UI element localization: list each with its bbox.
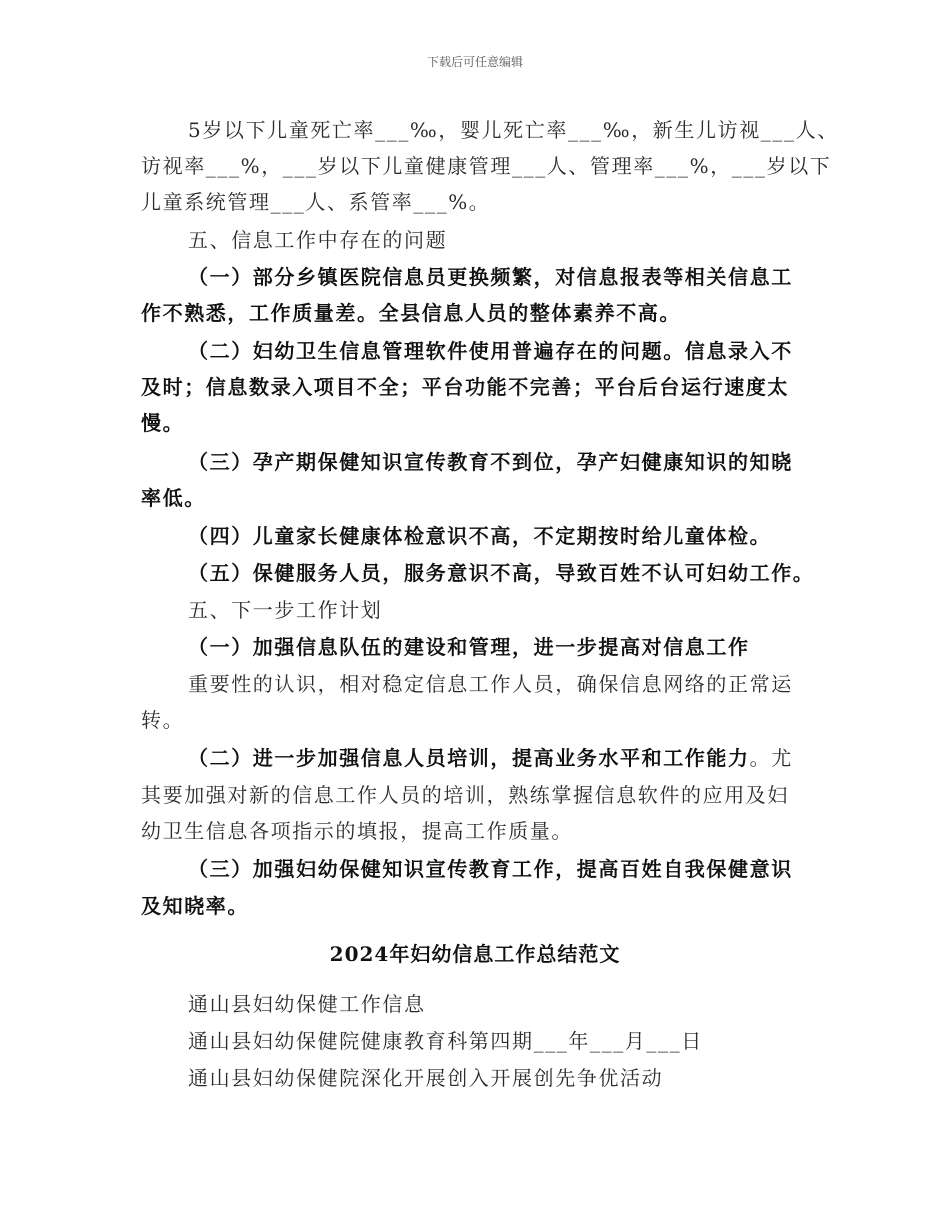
text-line: （四）儿童家长健康体检意识不高，不定期按时给儿童体检。 xyxy=(188,524,772,548)
text-line: 通山县妇幼保健工作信息 xyxy=(188,992,426,1016)
text-line: 访视率___%，___岁以下儿童健康管理___人、管理率___%，___岁以下 xyxy=(141,154,832,178)
text-line: 转。 xyxy=(141,708,185,732)
text-line-normal-part: 。尤 xyxy=(749,746,793,770)
text-line: 率低。 xyxy=(141,486,206,510)
text-line xyxy=(188,745,793,771)
section-heading: 五、下一步工作计划 xyxy=(188,598,383,622)
text-line-bold-part: （二）进一步加强信息人员培训，提高业务水平和工作能力 xyxy=(188,746,750,770)
page-header: 下载后可任意编辑 xyxy=(426,55,523,69)
text-line: 5岁以下儿童死亡率___‰，婴儿死亡率___‰，新生儿访视___人、 xyxy=(188,118,839,142)
text-line: 幼卫生信息各项指示的填报，提高工作质量。 xyxy=(141,819,573,843)
section-heading: 五、信息工作中存在的问题 xyxy=(188,228,448,252)
text-line: 及知晓率。 xyxy=(141,894,249,918)
text-line: 其要加强对新的信息工作人员的培训，熟练掌握信息软件的应用及妇 xyxy=(141,783,789,807)
text-line: 慢。 xyxy=(141,411,185,435)
text-line: （三）加强妇幼保健知识宣传教育工作，提高百姓自我保健意识 xyxy=(188,857,793,881)
text-line: （二）妇幼卫生信息管理软件使用普遍存在的问题。信息录入不 xyxy=(188,339,793,363)
text-line: 通山县妇幼保健院健康教育科第四期___年___月___日 xyxy=(188,1029,703,1053)
text-line: （一）部分乡镇医院信息员更换频繁，对信息报表等相关信息工 xyxy=(188,265,793,289)
document-title: 2024年妇幼信息工作总结范文 xyxy=(329,942,621,966)
text-line: 通山县妇幼保健院深化开展创入开展创先争优活动 xyxy=(188,1066,664,1090)
text-line: （三）孕产期保健知识宣传教育不到位，孕产妇健康知识的知晓 xyxy=(188,450,793,474)
text-line: 及时；信息数录入项目不全；平台功能不完善；平台后台运行速度太 xyxy=(141,375,789,399)
text-line: 重要性的认识，相对稳定信息工作人员，确保信息网络的正常运 xyxy=(188,672,793,696)
text-line: （一）加强信息队伍的建设和管理，进一步提高对信息工作 xyxy=(188,635,750,659)
text-line: 作不熟悉，工作质量差。全县信息人员的整体素养不高。 xyxy=(141,301,681,325)
text-line: 儿童系统管理___人、系管率___%。 xyxy=(141,190,491,214)
text-line: （五）保健服务人员，服务意识不高，导致百姓不认可妇幼工作。 xyxy=(188,561,815,585)
